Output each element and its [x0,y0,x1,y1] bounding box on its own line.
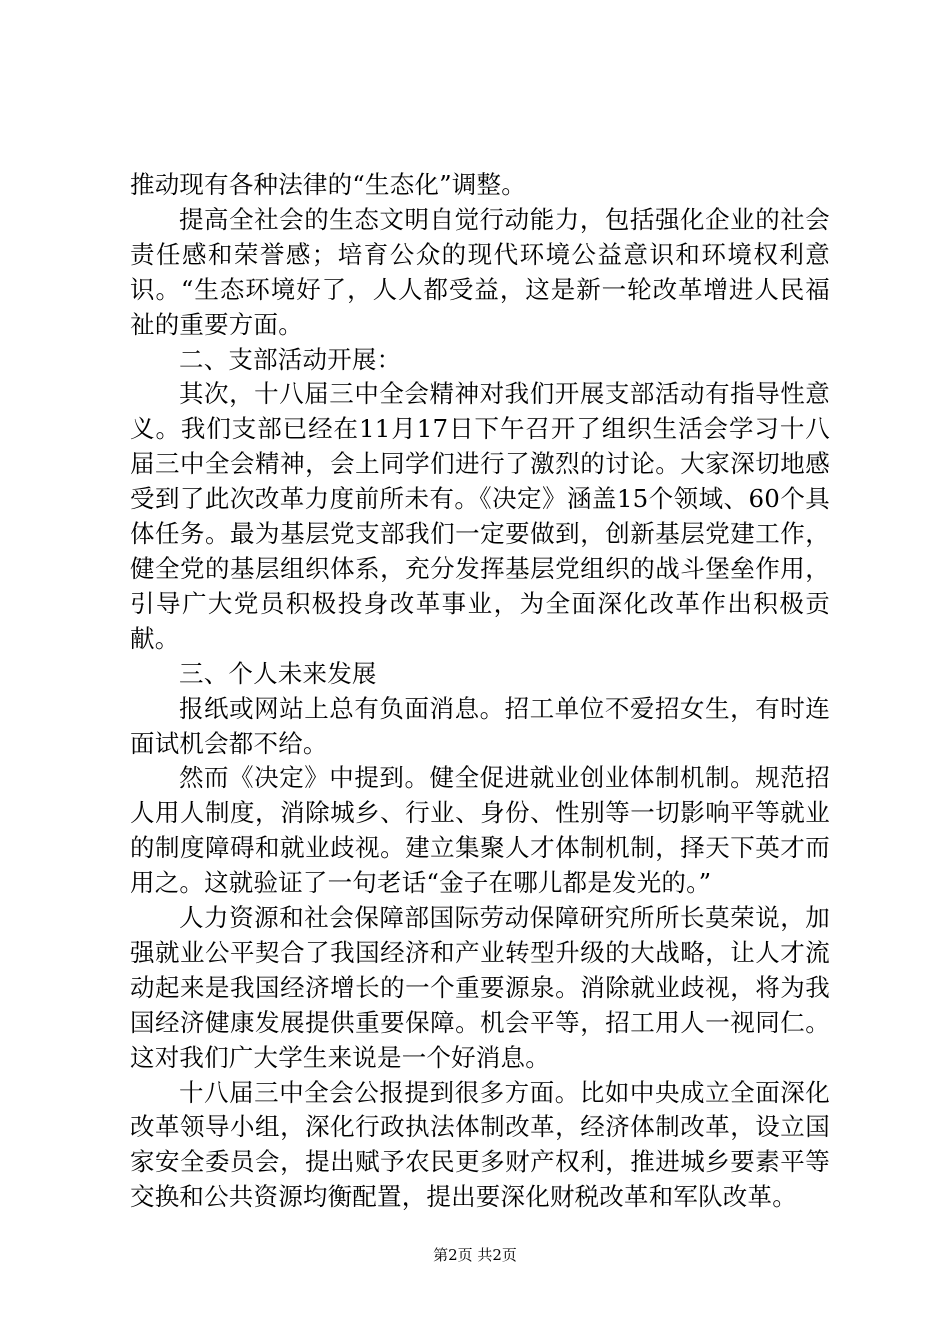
page-number-footer: 第2页 共2页 [433,1246,517,1264]
paragraph-employment-fairness: 人力资源和社会保障部国际劳动保障研究所所长莫荣说，加强就业公平契合了我国经济和产业转型升级的大战略，让人才流动起来是我国经济增长的一个重要源泉。消除就业歧视，将为我国经济健康发展提供重要保障。机会平等，招工用人一视同仁。这对我们广大学生来说是一个好消息。 [130,903,830,1072]
paragraph-plenum-communique: 十八届三中全会公报提到很多方面。比如中央成立全面深化改革领导小组，深化行政执法体制改革，经济体制改革，设立国家安全委员会，提出赋予农民更多财产权利，推进城乡要素平等交换和公共资源均衡配置，提出要深化财税改革和军队改革。 [130,1077,830,1212]
section-heading-personal-development: 三、个人未来发展 [179,658,377,688]
document-body [130,168,830,1215]
paragraph-ecological-civilization: 提高全社会的生态文明自觉行动能力，包括强化企业的社会责任感和荣誉感；培育公众的现代环境公益意识和环境权利意识。“生态环境好了，人人都受益，这是新一轮改革增进人民福祉的重要方面。 [130,204,830,339]
paragraph-decision-employment: 然而《决定》中提到。健全促进就业创业体制机制。规范招人用人制度，消除城乡、行业、身份、性别等一切影响平等就业的制度障碍和就业歧视。建立集聚人才体制机制，择天下英才而用之。这就验证了一句老话“金子在哪儿都是发光的。” [130,763,830,898]
section-heading-branch-activities: 二、支部活动开展： [179,344,402,374]
paragraph-continuation: 推动现有各种法律的“生态化”调整。 [130,170,526,199]
paragraph-negative-news: 报纸或网站上总有负面消息。招工单位不爱招女生，有时连面试机会都不给。 [130,693,830,758]
paragraph-branch-activities: 其次，十八届三中全会精神对我们开展支部活动有指导性意义。我们支部已经在11月17日下午召开了组织生活会学习十八届三中全会精神，会上同学们进行了激烈的讨论。大家深切地感受到了此次改革力度前所未有。《决定》涵盖15个领域、60个具体任务。最为基层党支部我们一定要做到，创新基层党建工作，健全党的基层组织体系，充分发挥基层党组织的战斗堡垒作用，引导广大党员积极投身改革事业，为全面深化改革作出积极贡献。 [130,379,830,653]
